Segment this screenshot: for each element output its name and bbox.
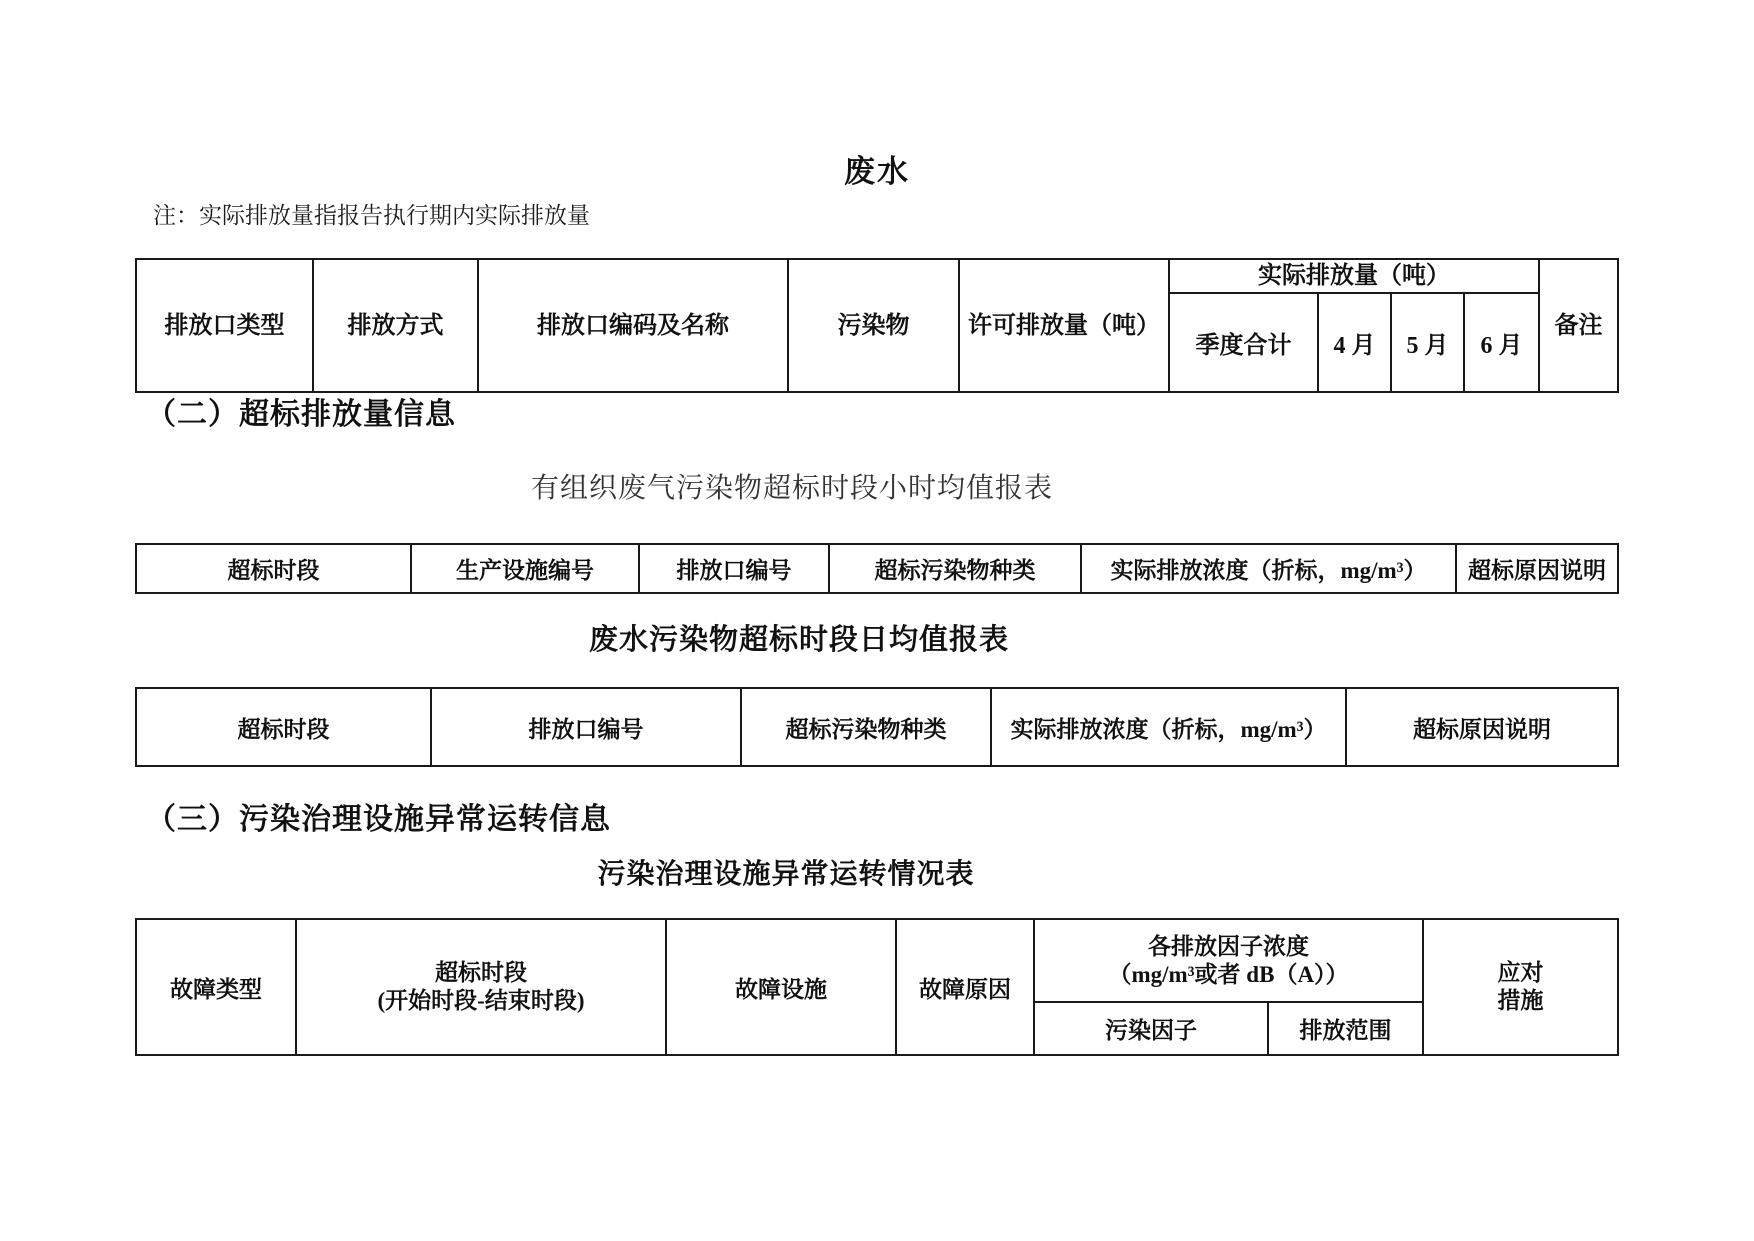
section-2-heading: （二）超标排放量信息 (146, 398, 456, 431)
note-text: 注：实际排放量指报告执行期内实际排放量 (153, 203, 590, 228)
col-header-factor-group-line1: 各排放因子浓度 (1148, 933, 1309, 959)
col-header-actual-concentration: 实际排放浓度（折标，mg/m³） (1081, 544, 1456, 593)
col-header-outlet-code-name: 排放口编码及名称 (478, 259, 788, 392)
col-header-actual-amount-group: 实际排放量（吨） (1169, 259, 1539, 293)
col-header-reason: 超标原因说明 (1346, 688, 1618, 766)
col-header-fault-type: 故障类型 (136, 919, 296, 1055)
facility-abnormal-operation-table (135, 918, 1619, 1056)
col-header-quarter-total: 季度合计 (1169, 293, 1318, 392)
col-header-fault-reason: 故障原因 (896, 919, 1034, 1055)
col-header-exceed-period-line2: (开始时段-结束时段) (377, 988, 585, 1013)
gas-hourly-exceedance-table (135, 543, 1619, 594)
col-header-exceed-period (296, 919, 666, 1055)
col-header-outlet-no: 排放口编号 (639, 544, 829, 593)
col-header-exceed-period: 超标时段 (136, 688, 431, 766)
col-header-month-4: 4 月 (1318, 293, 1391, 392)
water-daily-table-title: 废水污染物超标时段日均值报表 (588, 624, 1010, 656)
col-header-response-measures (1423, 919, 1618, 1055)
col-header-response-line1: 应对 (1497, 960, 1544, 985)
page-title: 废水 (844, 154, 910, 189)
col-header-actual-concentration: 实际排放浓度（折标，mg/m³） (991, 688, 1346, 766)
water-daily-exceedance-table (135, 687, 1619, 767)
col-header-discharge-mode: 排放方式 (313, 259, 478, 392)
col-header-month-6: 6 月 (1464, 293, 1539, 392)
col-header-pollutant-type: 超标污染物种类 (829, 544, 1081, 593)
col-header-remark: 备注 (1539, 259, 1618, 392)
col-header-month-5: 5 月 (1391, 293, 1464, 392)
col-header-facility-no: 生产设施编号 (411, 544, 639, 593)
col-header-pollutant-factor: 污染因子 (1034, 1002, 1268, 1055)
col-header-pollutant: 污染物 (788, 259, 959, 392)
section-3-heading: （三）污染治理设施异常运转信息 (146, 803, 611, 836)
col-header-permitted-amount: 许可排放量（吨） (959, 259, 1169, 392)
col-header-factor-group-line2: （mg/m³或者 dB（A）） (1108, 961, 1349, 987)
col-header-discharge-range: 排放范围 (1268, 1002, 1423, 1055)
emission-summary-table (135, 258, 1619, 393)
col-header-exceed-period: 超标时段 (136, 544, 411, 593)
gas-hourly-table-title: 有组织废气污染物超标时段小时均值报表 (530, 473, 1054, 504)
col-header-factor-concentration-group (1034, 919, 1423, 1002)
col-header-outlet-no: 排放口编号 (431, 688, 741, 766)
col-header-response-line2: 措施 (1497, 988, 1544, 1013)
col-header-exceed-period-line1: 超标时段 (435, 960, 527, 985)
facility-abnormal-table-title: 污染治理设施异常运转情况表 (597, 859, 975, 890)
col-header-pollutant-type: 超标污染物种类 (741, 688, 991, 766)
col-header-reason: 超标原因说明 (1456, 544, 1618, 593)
col-header-fault-facility: 故障设施 (666, 919, 896, 1055)
col-header-outlet-type: 排放口类型 (136, 259, 313, 392)
